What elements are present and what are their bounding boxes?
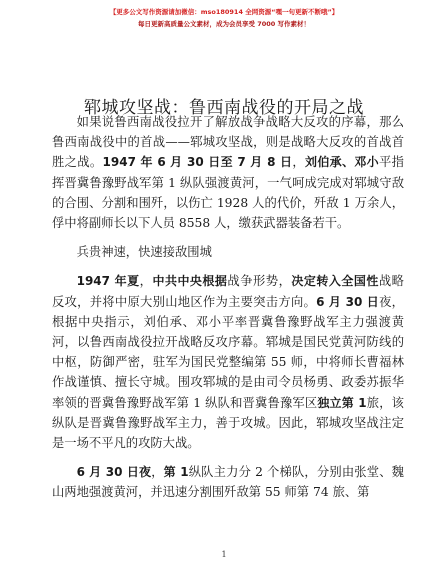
body-paragraph [52,462,404,502]
bold-text-run: 1947 年夏 [76,274,140,289]
bold-text-run: 刘伯承、邓小 [305,155,380,170]
bold-text-run: 中共中央根据 [152,274,228,289]
body-paragraph [52,242,404,262]
text-run: 战争形势 [227,274,279,289]
body-paragraph [52,271,404,453]
text-run: ， [278,274,292,289]
text-run: 兵贵神速，快速接敌围城 [76,245,212,260]
body-paragraph [52,112,404,233]
banner-promo-line: 【更多公文写作资源请加微信：mso180914 全网资源“嘿一句更新不断哦”】 [109,8,339,16]
bold-text-run: 1947 年 6 月 30 日至 7 月 8 日 [102,155,293,170]
text-run: ， [139,274,153,289]
bold-text-run: 6 月 30 日 [316,294,380,309]
text-run: 旅，该纵队是晋冀鲁豫野战军主力，善于攻城。因此，郓城攻坚战注定是一场不平凡的攻防大战。 [52,395,404,451]
document-title: 郓城攻坚战：鲁西南战役的开局之战 [84,98,364,119]
text-run: ， [292,155,305,170]
text-run: 战略反攻，并将中原大别山地区作为主要突击方向。 [52,274,404,309]
bold-text-run: 第 1 [163,465,189,480]
text-run: 纵队主力分 2 个梯队，分别由张堂、魏山两地强渡黄河，并迅速分割围歼敌第 55 师第 74 旅、第 [52,465,404,500]
text-run: 夜，根据中央指示，刘伯承、邓小平率晋冀鲁豫野战军主力强渡黄河，以鲁西南战役拉开战略反攻序幕。郓城是国民党黄河防线的中枢，防御严密，驻军为国民党整编第 55 师，中将师长曹福林作战谨慎、擅长守城。围攻郓城的是由司令员杨勇、政委苏振华率领的晋冀鲁豫野战军第 1 纵队和晋冀鲁豫军区 [52,294,404,410]
bold-text-run: 6 月 30 日夜 [76,465,152,480]
bold-text-run: 决定转入全国性 [291,274,379,289]
header-banner [0,6,448,30]
text-run: ， [151,465,164,480]
text-run: 平指挥晋冀鲁豫野战军第 1 纵队强渡黄河，一气呵成完成对郓城守敌的合围、分割和围歼，以伤亡 1928 人的代价，歼敌 1 万余人，俘中将副师长以下人员 8558 人，缴获武器装备若干。 [52,155,404,231]
page-number: 1 [221,550,227,559]
text-run: 如果说鲁西南战役拉开了解放战争战略大反攻的序幕，那么鲁西南战役中的首战——郓城攻坚战，则是战略大反攻的首战首胜之战。 [52,115,404,170]
document-body [52,112,404,512]
bold-text-run: 独立第 1 [317,395,367,410]
banner-member-line: 每日更新高质量公文素材，成为会员享受 7000 写作素材！ [137,20,311,28]
